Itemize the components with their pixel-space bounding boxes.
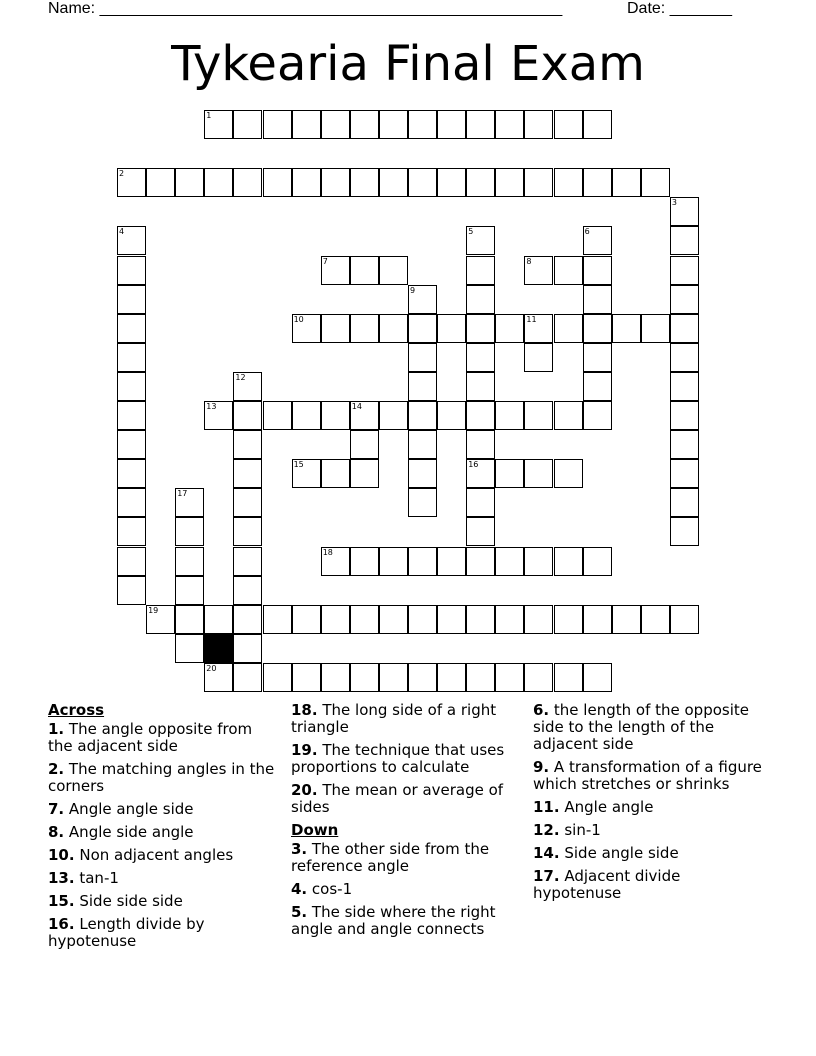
grid-cell[interactable] [670, 285, 699, 314]
grid-cell[interactable] [670, 517, 699, 546]
grid-cell[interactable] [641, 605, 670, 634]
grid-cell[interactable] [466, 285, 495, 314]
grid-cell[interactable] [379, 401, 408, 430]
grid-cell[interactable] [495, 401, 524, 430]
grid-cell[interactable] [670, 605, 699, 634]
grid-cell[interactable] [233, 430, 262, 459]
grid-cell[interactable] [554, 663, 583, 692]
grid-cell[interactable] [350, 168, 379, 197]
clues-column-1 [48, 702, 278, 956]
clue-number: 13. [48, 869, 75, 887]
clue-text: The angle opposite from the adjacent side [48, 720, 253, 755]
grid-cell[interactable] [117, 372, 146, 401]
grid-cell[interactable] [408, 168, 437, 197]
clue-text: tan-1 [79, 869, 119, 887]
clue-number-label: 7 [322, 256, 328, 266]
clue-number-label: 1 [206, 111, 212, 120]
grid-cell[interactable] [524, 401, 553, 430]
grid-cell[interactable] [466, 488, 495, 517]
grid-cell[interactable] [233, 110, 262, 139]
grid-cell[interactable] [379, 168, 408, 197]
grid-cell[interactable] [524, 459, 553, 488]
grid-cell[interactable] [466, 401, 495, 430]
clue-down-3 [291, 841, 521, 875]
clue-text: Non adjacent angles [79, 846, 234, 864]
grid-cell[interactable] [321, 401, 350, 430]
grid-cell[interactable] [292, 168, 321, 197]
grid-cell[interactable] [408, 110, 437, 139]
grid-cell[interactable] [350, 663, 379, 692]
clue-number: 17. [533, 867, 560, 885]
grid-cell[interactable] [612, 168, 641, 197]
grid-cell[interactable] [117, 401, 146, 430]
clue-number: 1. [48, 720, 65, 738]
clue-across-2 [48, 761, 278, 795]
grid-cell[interactable] [583, 110, 612, 139]
grid-cell[interactable] [379, 314, 408, 343]
grid-cell[interactable] [495, 605, 524, 634]
clue-text: The matching angles in the corners [48, 760, 275, 795]
grid-cell[interactable] [175, 634, 204, 663]
grid-cell[interactable] [233, 168, 262, 197]
grid-cell[interactable] [437, 168, 466, 197]
grid-cell[interactable] [524, 663, 553, 692]
grid-cell[interactable] [466, 314, 495, 343]
grid-cell[interactable] [583, 401, 612, 430]
grid-cell[interactable] [554, 168, 583, 197]
clue-down-12 [533, 822, 763, 839]
clue-text: Angle angle side [68, 800, 194, 818]
grid-cell[interactable] [263, 110, 292, 139]
clue-text: Length divide by hypotenuse [48, 915, 205, 950]
grid-cell[interactable] [204, 605, 233, 634]
clue-number: 10. [48, 846, 75, 864]
grid-cell[interactable] [554, 605, 583, 634]
clue-text: cos-1 [311, 880, 353, 898]
clue-text: Angle side angle [68, 823, 194, 841]
grid-cell[interactable] [117, 517, 146, 546]
clue-number: 20. [291, 781, 318, 799]
clue-text: Angle angle [564, 798, 654, 816]
clue-down-5 [291, 904, 521, 938]
grid-cell[interactable] [495, 459, 524, 488]
grid-cell[interactable] [524, 605, 553, 634]
clue-number: 7. [48, 800, 65, 818]
clue-number-label: 17 [177, 489, 188, 499]
grid-cell[interactable] [466, 168, 495, 197]
grid-cell[interactable] [350, 256, 379, 285]
name-field: Name: ____________________________________________________ [48, 0, 563, 17]
grid-cell[interactable] [408, 459, 437, 488]
grid-cell[interactable] [292, 401, 321, 430]
grid-cell[interactable] [670, 430, 699, 459]
grid-cell[interactable] [175, 576, 204, 605]
grid-cell[interactable] [495, 110, 524, 139]
page-title: Tykearia Final Exam [171, 36, 645, 92]
grid-cell[interactable] [495, 314, 524, 343]
clue-text: The mean or average of sides [291, 781, 504, 816]
grid-cell[interactable] [437, 401, 466, 430]
grid-cell[interactable] [263, 663, 292, 692]
grid-cell[interactable] [175, 547, 204, 576]
grid-cell[interactable] [117, 256, 146, 285]
grid-cell[interactable] [495, 168, 524, 197]
clue-text: The long side of a right triangle [291, 701, 497, 736]
clue-across-19 [291, 742, 521, 776]
grid-cell[interactable] [554, 459, 583, 488]
grid-cell[interactable] [408, 488, 437, 517]
clue-text: The other side from the reference angle [291, 840, 490, 875]
grid-cell[interactable] [292, 605, 321, 634]
grid-cell[interactable] [670, 372, 699, 401]
clue-number: 18. [291, 701, 318, 719]
clue-text: The side where the right angle and angle connects [291, 903, 496, 938]
grid-cell[interactable] [583, 256, 612, 285]
grid-cell[interactable] [670, 226, 699, 255]
clue-down-17 [533, 868, 763, 902]
clue-number-label: 3 [671, 198, 677, 208]
down-heading: Down [291, 821, 339, 839]
grid-cell[interactable] [495, 663, 524, 692]
grid-cell[interactable] [117, 576, 146, 605]
grid-cell[interactable] [233, 634, 262, 663]
grid-cell[interactable] [175, 517, 204, 546]
grid-cell[interactable] [583, 285, 612, 314]
grid-cell[interactable] [466, 663, 495, 692]
grid-cell[interactable] [379, 663, 408, 692]
clue-number: 11. [533, 798, 560, 816]
grid-cell[interactable] [350, 459, 379, 488]
across-heading: Across [48, 701, 105, 719]
grid-cell[interactable] [350, 314, 379, 343]
grid-cell[interactable] [670, 488, 699, 517]
grid-cell[interactable] [554, 256, 583, 285]
clue-across-10 [48, 847, 278, 864]
grid-cell[interactable] [583, 605, 612, 634]
clue-number-label: 4 [119, 227, 125, 237]
clue-number: 6. [533, 701, 550, 719]
grid-cell[interactable] [670, 401, 699, 430]
grid-cell[interactable] [408, 605, 437, 634]
grid-cell[interactable] [466, 517, 495, 546]
clue-number-label: 13 [206, 402, 217, 411]
clue-number-label: 15 [293, 460, 304, 470]
grid-cell[interactable] [583, 314, 612, 343]
clue-number: 16. [48, 915, 75, 933]
grid-cell[interactable] [117, 314, 146, 343]
grid-cell[interactable] [263, 401, 292, 430]
grid-cell[interactable] [233, 459, 262, 488]
clue-text: Side angle side [564, 844, 679, 862]
clue-text: The technique that uses proportions to calculate [291, 741, 505, 776]
grid-cell[interactable] [379, 256, 408, 285]
clue-across-7 [48, 801, 278, 818]
grid-cell[interactable] [233, 605, 262, 634]
clue-number-label: 14 [351, 402, 362, 411]
grid-cell[interactable] [233, 576, 262, 605]
grid-cell[interactable] [612, 314, 641, 343]
grid-cell[interactable] [233, 547, 262, 576]
clue-number-label: 8 [526, 256, 532, 266]
grid-cell[interactable] [612, 605, 641, 634]
grid-cell[interactable] [204, 168, 233, 197]
black-cell [204, 634, 233, 663]
clue-number: 14. [533, 844, 560, 862]
grid-cell[interactable] [583, 663, 612, 692]
grid-cell[interactable] [554, 314, 583, 343]
clue-across-13 [48, 870, 278, 887]
grid-cell[interactable] [437, 547, 466, 576]
grid-cell[interactable] [408, 343, 437, 372]
grid-cell[interactable] [583, 547, 612, 576]
clue-text: the length of the opposite side to the length of the adjacent side [533, 701, 749, 753]
clue-across-18 [291, 702, 521, 736]
clue-number-label: 20 [206, 663, 217, 673]
clues-column-2 [291, 702, 521, 944]
clue-number-label: 18 [322, 547, 333, 557]
grid-cell[interactable] [408, 547, 437, 576]
grid-cell[interactable] [117, 343, 146, 372]
clue-across-20 [291, 782, 521, 816]
grid-cell[interactable] [670, 256, 699, 285]
grid-cell[interactable] [117, 547, 146, 576]
clue-number-label: 2 [119, 169, 125, 179]
clues-column-3 [533, 702, 763, 908]
grid-cell[interactable] [117, 488, 146, 517]
grid-cell[interactable] [670, 343, 699, 372]
grid-cell[interactable] [466, 372, 495, 401]
grid-cell[interactable] [554, 547, 583, 576]
grid-cell[interactable] [408, 430, 437, 459]
grid-cell[interactable] [321, 168, 350, 197]
grid-cell[interactable] [670, 459, 699, 488]
clue-across-15 [48, 893, 278, 910]
grid-cell[interactable] [350, 605, 379, 634]
grid-cell[interactable] [233, 401, 262, 430]
clue-text: Adjacent divide hypotenuse [533, 867, 681, 902]
clue-text: sin-1 [564, 821, 601, 839]
grid-cell[interactable] [524, 110, 553, 139]
grid-cell[interactable] [641, 314, 670, 343]
clue-number: 2. [48, 760, 65, 778]
clue-number: 15. [48, 892, 75, 910]
grid-cell[interactable] [117, 430, 146, 459]
grid-cell[interactable] [379, 547, 408, 576]
grid-cell[interactable] [466, 430, 495, 459]
clue-number-label: 9 [410, 285, 416, 295]
clue-down-14 [533, 845, 763, 862]
grid-cell[interactable] [437, 110, 466, 139]
grid-cell[interactable] [175, 605, 204, 634]
grid-cell[interactable] [524, 547, 553, 576]
grid-cell[interactable] [466, 605, 495, 634]
clue-down-11 [533, 799, 763, 816]
grid-cell[interactable] [263, 168, 292, 197]
grid-cell[interactable] [554, 401, 583, 430]
grid-cell[interactable] [263, 605, 292, 634]
clue-text: A transformation of a figure which stretches or shrinks [533, 758, 762, 793]
clue-number-label: 11 [526, 314, 537, 324]
clue-number-label: 12 [235, 372, 246, 382]
grid-cell[interactable] [350, 430, 379, 459]
grid-cell[interactable] [583, 343, 612, 372]
clue-number: 9. [533, 758, 550, 776]
grid-cell[interactable] [466, 547, 495, 576]
grid-cell[interactable] [233, 663, 262, 692]
clue-number-label: 6 [584, 227, 590, 237]
grid-cell[interactable] [379, 110, 408, 139]
clue-number: 8. [48, 823, 65, 841]
grid-cell[interactable] [117, 459, 146, 488]
clue-across-8 [48, 824, 278, 841]
grid-cell[interactable] [583, 168, 612, 197]
grid-cell[interactable] [583, 372, 612, 401]
clue-number-label: 16 [468, 460, 479, 470]
grid-cell[interactable] [554, 110, 583, 139]
date-field: Date: _______ [627, 0, 732, 17]
grid-cell[interactable] [408, 314, 437, 343]
grid-cell[interactable] [233, 517, 262, 546]
grid-cell[interactable] [117, 285, 146, 314]
grid-cell[interactable] [321, 314, 350, 343]
clue-number-label: 10 [293, 314, 304, 324]
grid-cell[interactable] [321, 459, 350, 488]
grid-cell[interactable] [466, 110, 495, 139]
grid-cell[interactable] [437, 663, 466, 692]
grid-cell[interactable] [495, 547, 524, 576]
clue-number-label: 5 [468, 227, 474, 237]
grid-cell[interactable] [408, 372, 437, 401]
grid-cell[interactable] [641, 168, 670, 197]
grid-cell[interactable] [466, 343, 495, 372]
clue-number: 5. [291, 903, 308, 921]
clue-number-label: 19 [148, 605, 159, 615]
grid-cell[interactable] [524, 168, 553, 197]
grid-cell[interactable] [350, 547, 379, 576]
clue-text: Side side side [79, 892, 183, 910]
clue-down-9 [533, 759, 763, 793]
grid-cell[interactable] [321, 110, 350, 139]
grid-cell[interactable] [350, 110, 379, 139]
grid-cell[interactable] [437, 314, 466, 343]
clue-down-4 [291, 881, 521, 898]
clue-across-1 [48, 721, 278, 755]
grid-cell[interactable] [292, 663, 321, 692]
grid-cell[interactable] [408, 663, 437, 692]
grid-cell[interactable] [408, 401, 437, 430]
clue-number: 3. [291, 840, 308, 858]
clue-down-6 [533, 702, 763, 753]
grid-cell[interactable] [466, 256, 495, 285]
grid-cell[interactable] [292, 110, 321, 139]
grid-cell[interactable] [233, 488, 262, 517]
grid-cell[interactable] [379, 605, 408, 634]
grid-cell[interactable] [524, 343, 553, 372]
grid-cell[interactable] [146, 168, 175, 197]
clue-number: 19. [291, 741, 318, 759]
grid-cell[interactable] [437, 605, 466, 634]
clue-number: 4. [291, 880, 308, 898]
grid-cell[interactable] [321, 663, 350, 692]
grid-cell[interactable] [670, 314, 699, 343]
grid-cell[interactable] [321, 605, 350, 634]
grid-cell[interactable] [175, 168, 204, 197]
clue-number: 12. [533, 821, 560, 839]
clue-across-16 [48, 916, 278, 950]
